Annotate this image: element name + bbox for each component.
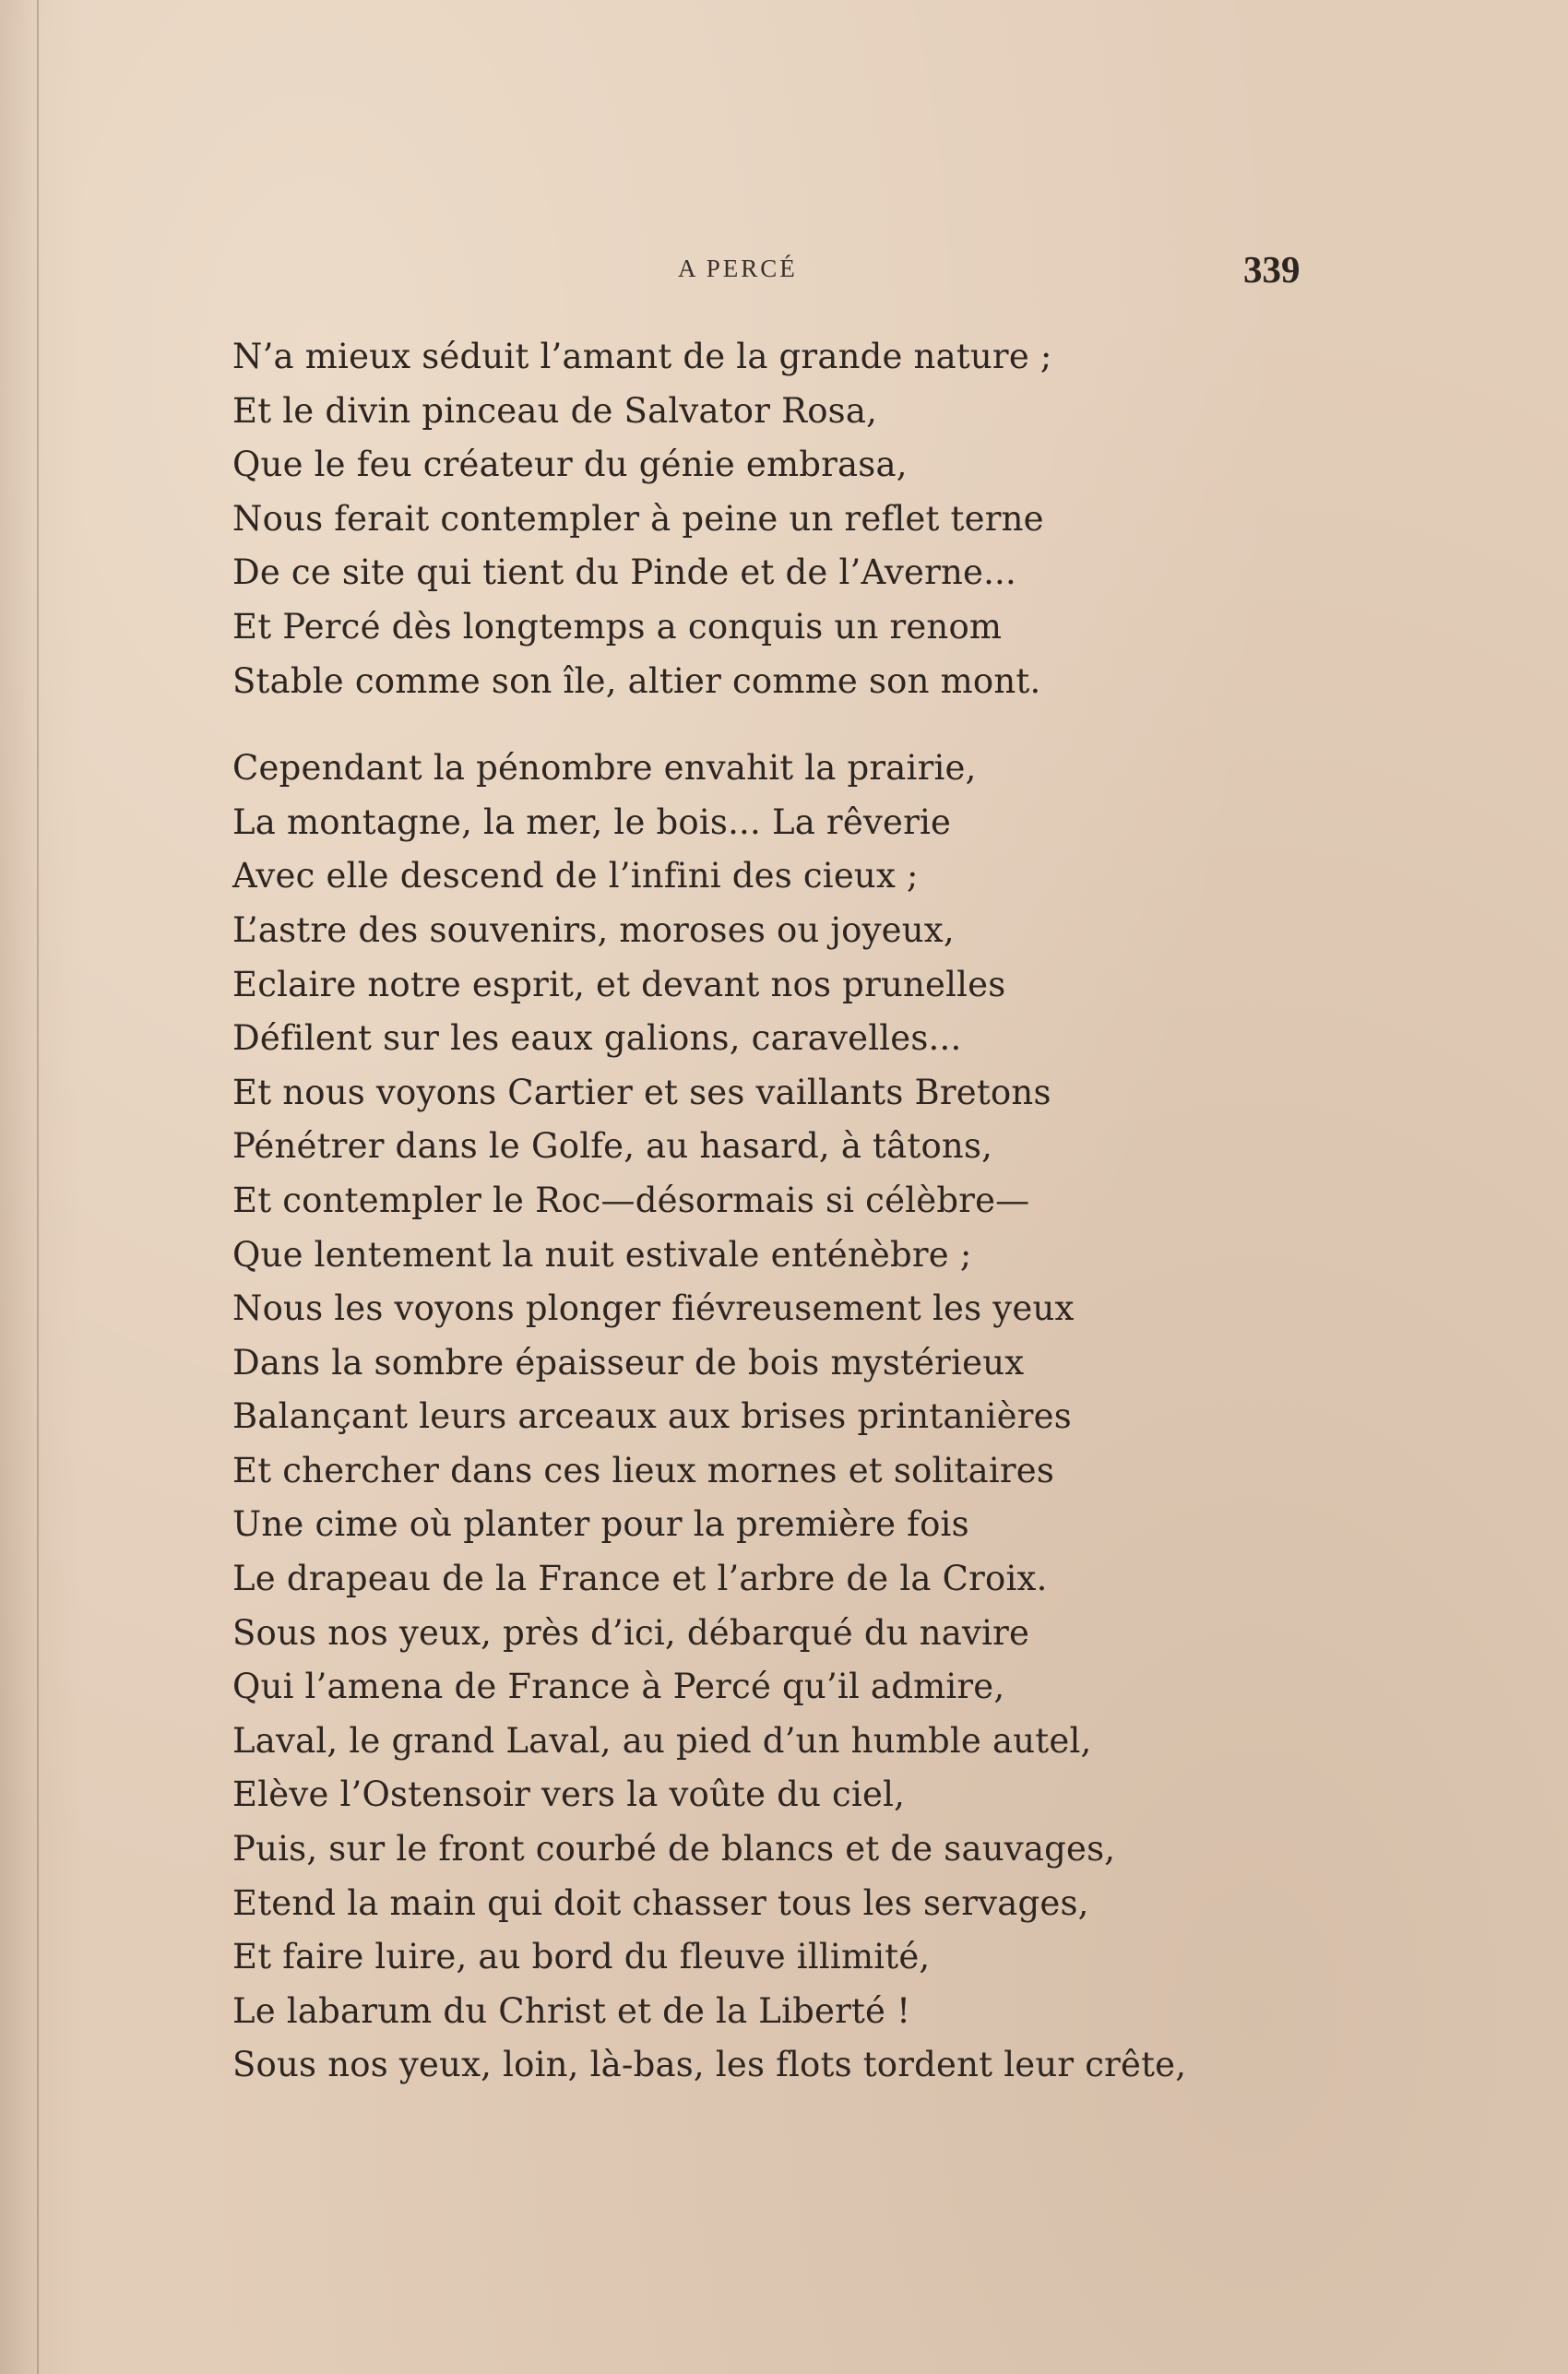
verse-line: N’a mieux séduit l’amant de la grande nature ; — [232, 337, 1052, 376]
verse-line: Etend la main qui doit chasser tous les servages, — [232, 1882, 1089, 1923]
verse-line: Dans la sombre épaisseur de bois mystérieux — [232, 1342, 1025, 1383]
running-title: A PERCÉ — [678, 255, 798, 282]
verse-line: Cependant la pénombre envahit la prairie, — [232, 748, 977, 789]
page-header — [0, 248, 1568, 297]
verse-line: Que le feu créateur du génie embrasa, — [232, 445, 908, 485]
verse-line: Et faire luire, au bord du fleuve illimité, — [232, 1937, 931, 1977]
page-number: 339 — [1243, 248, 1301, 291]
verse-line: Nous ferait contempler à peine un reflet terne — [232, 498, 1044, 539]
verse-line: Et contempler le Roc—désormais si célèbre— — [232, 1180, 1030, 1220]
verse-line: Défilent sur les eaux galions, caravelles... — [232, 1018, 962, 1059]
verse-line: Qui l’amena de France à Percé qu’il admire, — [232, 1667, 1005, 1707]
poem-body — [232, 330, 1339, 2093]
verse-line: Balançant leurs arceaux aux brises printanières — [232, 1396, 1072, 1437]
stanza-2 — [232, 742, 1339, 2093]
verse-line: Eclaire notre esprit, et devant nos prunelles — [232, 964, 1006, 1004]
verse-line: Avec elle descend de l’infini des cieux ; — [232, 856, 919, 896]
verse-line: Et chercher dans ces lieux mornes et solitaires — [232, 1450, 1055, 1490]
verse-line: Sous nos yeux, loin, là-bas, les flots tordent leur crête, — [232, 2045, 1187, 2085]
verse-line: Et nous voyons Cartier et ses vaillants Bretons — [232, 1072, 1051, 1112]
verse-line: Pénétrer dans le Golfe, au hasard, à tâtons, — [232, 1126, 993, 1167]
page-gutter-edge — [37, 0, 39, 2374]
verse-line: Stable comme son île, altier comme son mont. — [232, 660, 1041, 701]
verse-line: Sous nos yeux, près d’ici, débarqué du navire — [232, 1612, 1030, 1653]
verse-line: Laval, le grand Laval, au pied d’un humble autel, — [232, 1720, 1092, 1761]
verse-line: Que lentement la nuit estivale enténèbre ; — [232, 1234, 972, 1275]
verse-line: Et Percé dès longtemps a conquis un renom — [232, 606, 1003, 647]
verse-line: La montagne, la mer, le bois... La rêverie — [232, 801, 952, 842]
stanza-1 — [232, 330, 1339, 708]
verse-line: Le labarum du Christ et de la Liberté ! — [232, 1990, 911, 2031]
verse-line: Elève l’Ostensoir vers la voûte du ciel, — [232, 1775, 906, 1815]
verse-line: Nous les voyons plonger fiévreusement les yeux — [232, 1288, 1075, 1329]
verse-line: Et le divin pinceau de Salvator Rosa, — [232, 390, 878, 431]
verse-line: De ce site qui tient du Pinde et de l’Averne... — [232, 552, 1016, 593]
verse-line: Puis, sur le front courbé de blancs et de sauvages, — [232, 1829, 1116, 1870]
verse-line: Une cime où planter pour la première fois — [232, 1504, 969, 1545]
verse-line: Le drapeau de la France et l’arbre de la Croix. — [232, 1559, 1048, 1599]
verse-line: L’astre des souvenirs, moroses ou joyeux, — [232, 909, 955, 950]
